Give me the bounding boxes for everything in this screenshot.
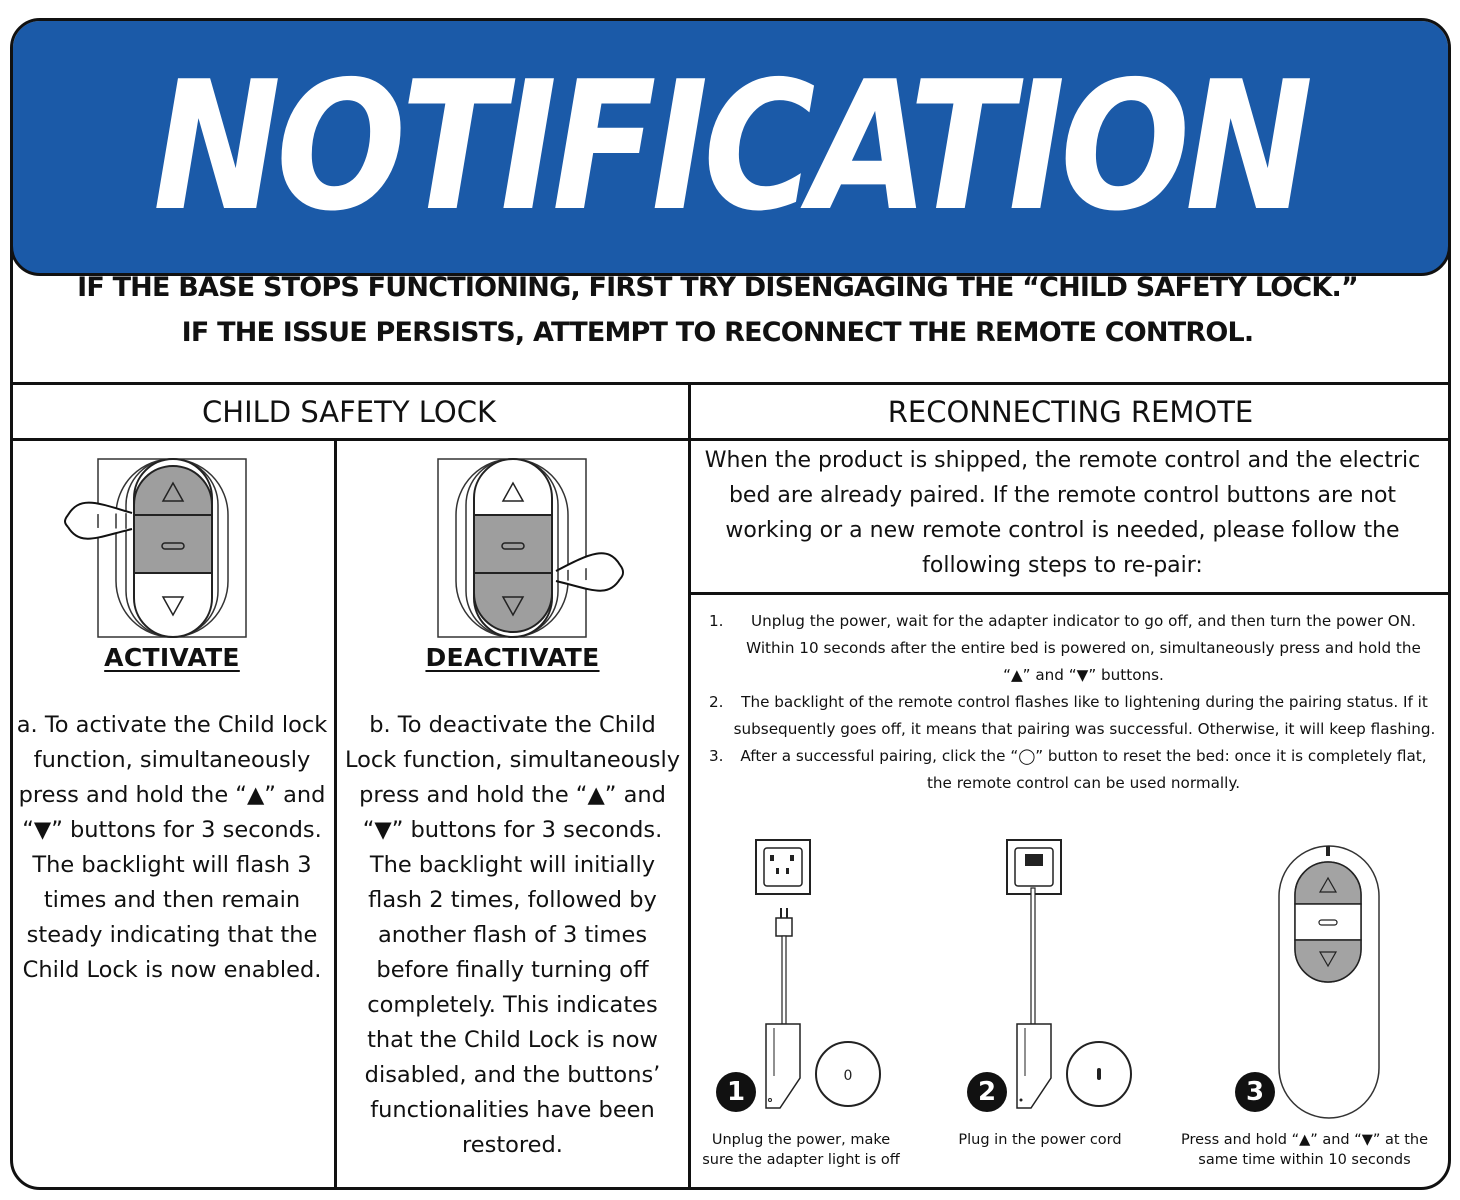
- banner-title: NOTIFICATION: [152, 43, 1309, 250]
- step-badge-1: 1: [716, 1072, 756, 1112]
- step-text: The backlight of the remote control flashes like to lightening during the pairing status. If it subsequently goes off, it means that pairing was successful. Otherwise, it will keep flashing.: [733, 693, 1436, 738]
- step-text: After a successful pairing, click the “◯” button to reset the bed: once it is completely flat, the remote control can be used normally.: [740, 747, 1427, 792]
- step-item: [697, 608, 1442, 689]
- step-item: [697, 689, 1442, 743]
- reconnect-intro: When the product is shipped, the remote control and the electric bed are already paired. If the remote control buttons are not working or a new remote control is needed, please follow the following steps to re-pair:: [704, 448, 1421, 578]
- child-lock-title: CHILD SAFETY LOCK: [202, 395, 496, 429]
- remote-deactivate-illustration: [420, 455, 630, 645]
- step-number: 2.: [709, 693, 724, 711]
- deactivate-label: DEACTIVATE: [425, 643, 600, 672]
- activate-label: ACTIVATE: [104, 643, 240, 672]
- activate-instructions: a. To activate the Child lock function, simultaneously press and hold the “▲” and “▼” buttons for 3 seconds. The backlight will flash 3 times and then remain steady indicating that the Child Lock is now enabled.: [16, 712, 328, 983]
- reconnect-steps: [697, 608, 1442, 797]
- step-text: Unplug the power, wait for the adapter indicator to go off, and then turn the power ON. Within 10 seconds after the entire bed is powered on, simultaneously press and hold the “▲” and “▼” buttons.: [746, 612, 1421, 684]
- figure-caption-2: Plug in the power cord: [958, 1132, 1122, 1148]
- headline-line-2: IF THE ISSUE PERSISTS, ATTEMPT TO RECONNECT THE REMOTE CONTROL.: [181, 317, 1254, 348]
- unplugged-adapter-illustration: [740, 838, 890, 1118]
- deactivate-instructions: b. To deactivate the Child Lock function, simultaneously press and hold the “▲” and “▼” buttons for 3 seconds. The backlight will initially flash 2 times, followed by another flash of 3 times before finally turning off completely. This indicates that the Child Lock is now disabled, and the buttons’ functionalities have been restored.: [344, 712, 681, 1158]
- headline-line-1: IF THE BASE STOPS FUNCTIONING, FIRST TRY DISENGAGING THE “CHILD SAFETY LOCK.”: [77, 272, 1358, 303]
- step-badge-2: 2: [967, 1072, 1007, 1112]
- step-item: [697, 743, 1442, 797]
- svg-text:0: 0: [843, 1068, 853, 1084]
- notification-banner: [10, 18, 1451, 276]
- headline: [0, 265, 1435, 355]
- remote-activate-illustration: [60, 455, 260, 645]
- divider: [334, 440, 337, 1190]
- step-number: 3.: [709, 747, 724, 765]
- plugged-adapter-illustration: [995, 838, 1145, 1118]
- remote-control-illustration: [1275, 842, 1385, 1122]
- figure-caption-3: Press and hold “▲” and “▼” at the same time within 10 seconds: [1181, 1132, 1428, 1168]
- reconnect-title: RECONNECTING REMOTE: [887, 395, 1254, 429]
- divider: [690, 592, 1451, 595]
- step-badge-3: 3: [1235, 1072, 1275, 1112]
- figure-caption-1: Unplug the power, make sure the adapter light is off: [702, 1132, 900, 1168]
- step-number: 1.: [709, 612, 724, 630]
